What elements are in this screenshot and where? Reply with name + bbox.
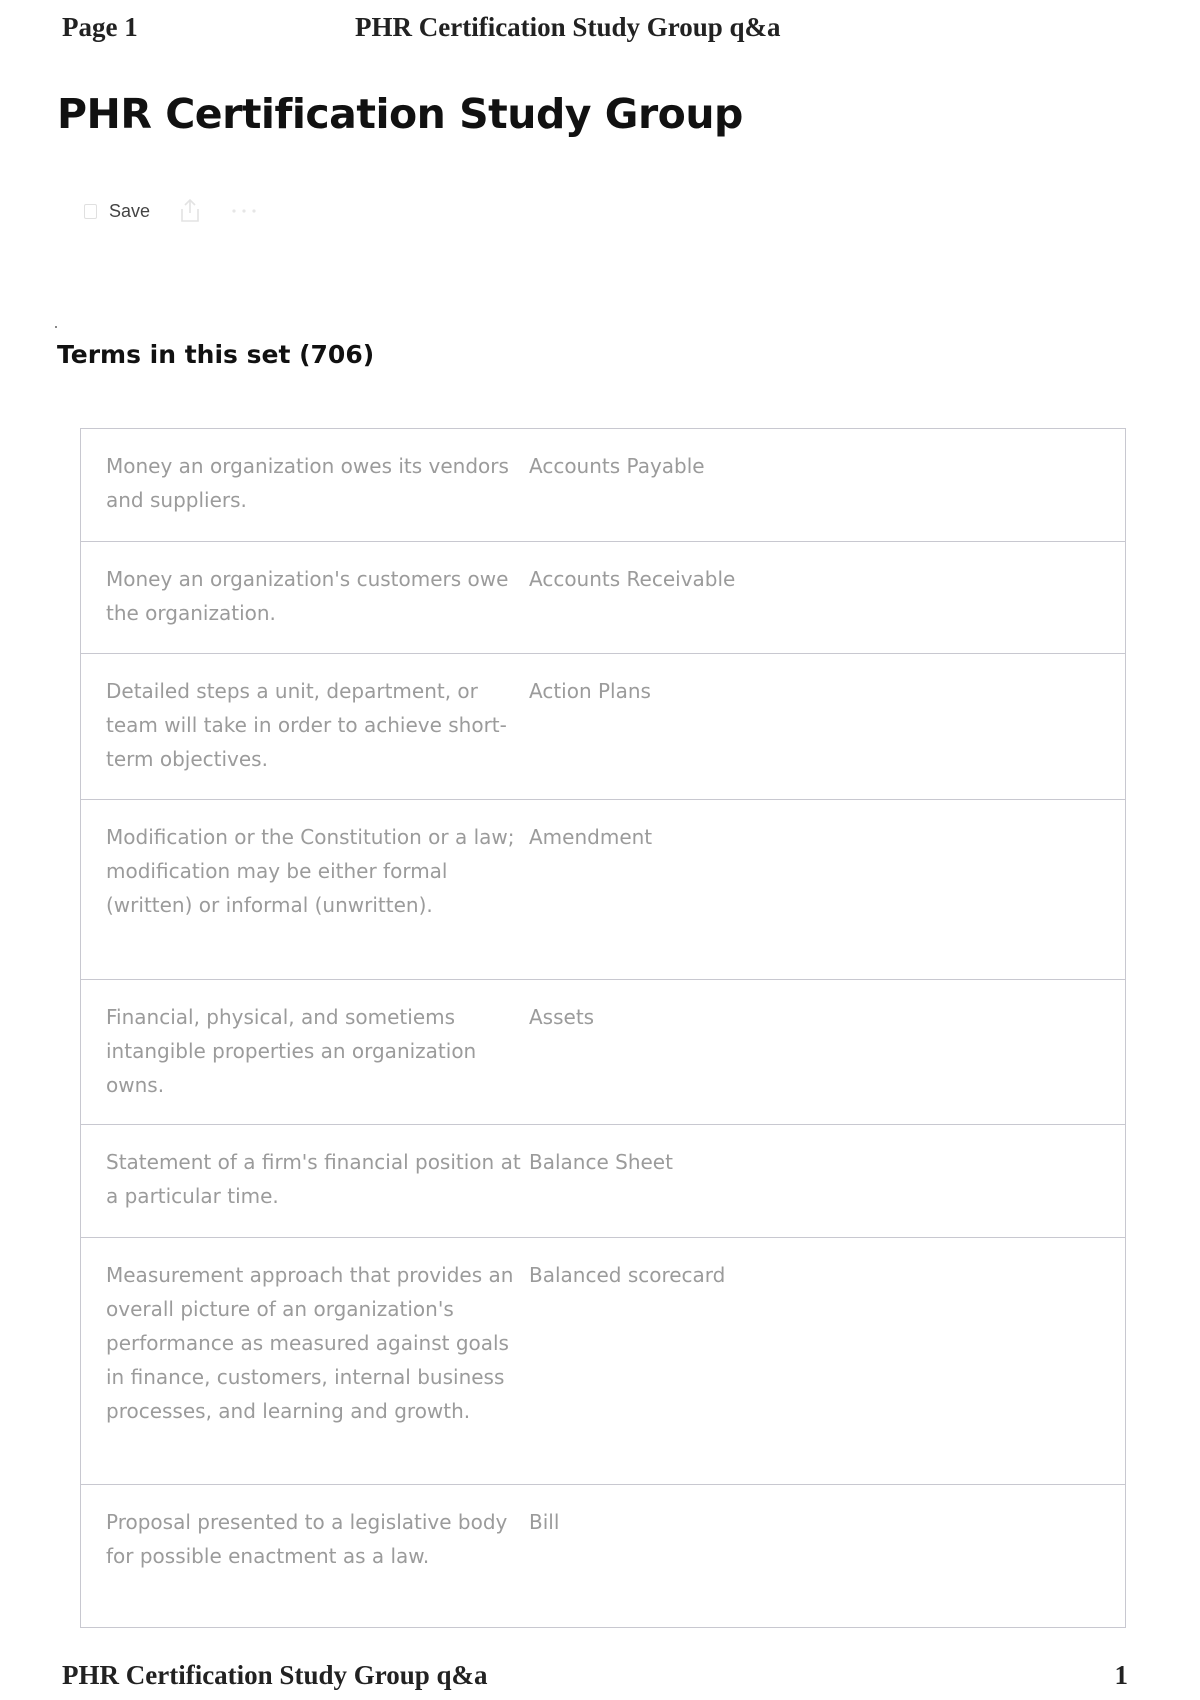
term-word: Bill [529, 1510, 560, 1534]
print-footer-title: PHR Certification Study Group q&a [62, 1660, 488, 1690]
term-definition: Financial, physical, and sometiems intangible properties an organization owns. [106, 1005, 477, 1097]
share-icon[interactable] [178, 198, 202, 224]
term-row[interactable] [81, 979, 1125, 1124]
stray-mark [55, 326, 57, 328]
save-button[interactable] [84, 201, 150, 222]
term-definition: Modification or the Constitution or a law; modification may be either formal (written) or informal (unwritten). [106, 825, 515, 917]
term-definition: Proposal presented to a legislative body for possible enactment as a law. [106, 1510, 508, 1568]
page-title: PHR Certification Study Group [57, 90, 743, 138]
term-row[interactable] [81, 541, 1125, 653]
page-number: 1 [1114, 1660, 1128, 1690]
print-header [62, 8, 1138, 48]
term-row[interactable] [81, 429, 1125, 541]
term-word: Accounts Receivable [529, 567, 736, 591]
term-row[interactable] [81, 1484, 1125, 1627]
term-row[interactable] [81, 1124, 1125, 1237]
term-definition: Money an organization owes its vendors and suppliers. [106, 454, 509, 512]
term-definition: Measurement approach that provides an overall picture of an organization's performance as measured against goals in finance, customers, internal business processes, and learning and growth. [106, 1263, 514, 1423]
term-definition: Statement of a firm's financial position at a particular time. [106, 1150, 521, 1208]
term-word: Assets [529, 1005, 595, 1029]
terms-heading: Terms in this set (706) [57, 340, 375, 369]
print-header-title: PHR Certification Study Group q&a [355, 12, 781, 42]
page-label: Page 1 [62, 12, 138, 42]
term-row[interactable] [81, 1237, 1125, 1484]
term-word: Balance Sheet [529, 1150, 673, 1174]
term-word: Accounts Payable [529, 454, 705, 478]
term-word: Action Plans [529, 679, 651, 703]
term-definition: Detailed steps a unit, department, or team will take in order to achieve short-term objectives. [106, 679, 507, 771]
term-word: Amendment [529, 825, 653, 849]
bookmark-icon [84, 204, 97, 219]
term-row[interactable] [81, 799, 1125, 979]
save-label: Save [109, 200, 151, 221]
print-footer [62, 1660, 1128, 1700]
term-definition: Money an organization's customers owe the organization. [106, 567, 509, 625]
terms-list [80, 428, 1126, 1628]
term-word: Balanced scorecard [529, 1263, 726, 1287]
more-icon[interactable] [230, 207, 258, 215]
toolbar [84, 198, 258, 224]
term-row[interactable] [81, 653, 1125, 799]
